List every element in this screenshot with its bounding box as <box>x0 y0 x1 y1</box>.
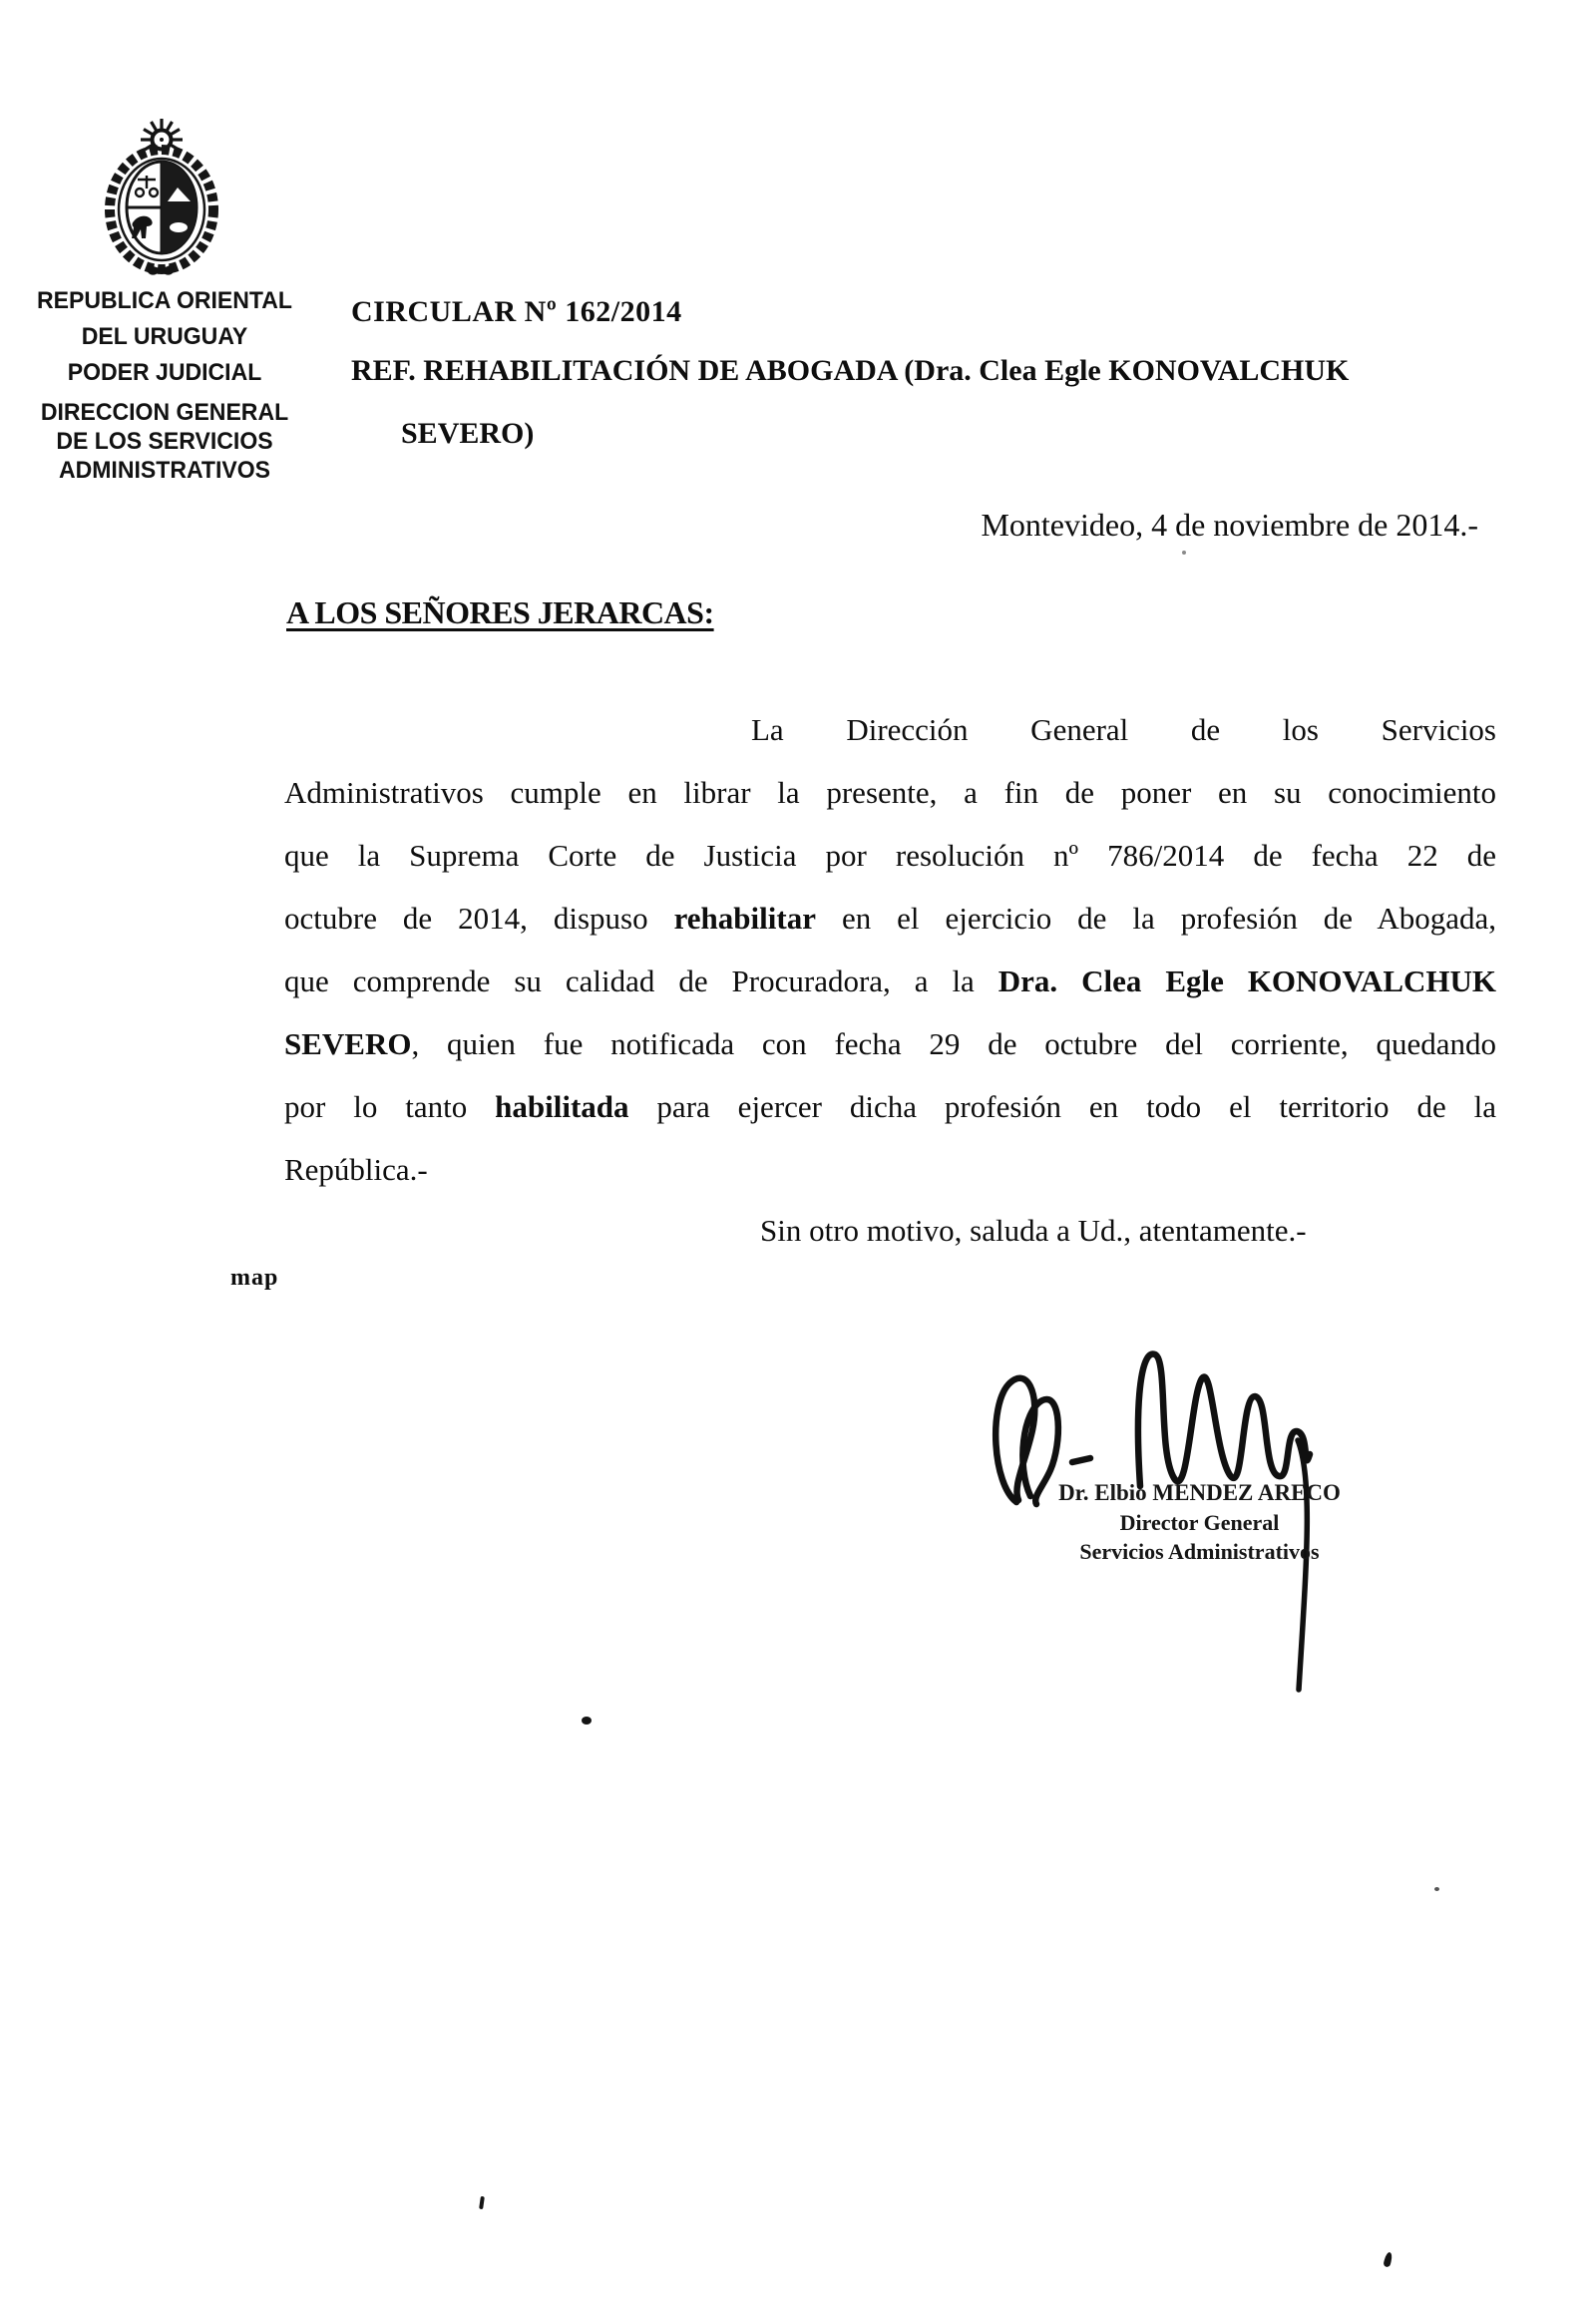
uruguay-coat-of-arms-icon <box>98 116 227 281</box>
body-line: SEVERO, quien fue notificada con fecha 29 de octubre del corriente, quedando <box>284 1026 1496 1061</box>
signer-role: Director General <box>1119 1510 1280 1535</box>
scan-speck <box>582 1717 592 1725</box>
circular-number-title: CIRCULAR Nº 162/2014 <box>351 295 682 328</box>
body-line: por lo tanto habilitada para ejercer dicha profesión en todo el territorio de la <box>284 1089 1496 1124</box>
body-line: La Dirección General de los Servicios <box>751 712 1496 747</box>
letterhead-line: DIRECCION GENERAL <box>40 399 289 426</box>
scan-speck <box>479 2196 485 2209</box>
letterhead-institution <box>7 283 323 391</box>
ox-icon <box>170 222 188 232</box>
scan-speck <box>1182 551 1186 555</box>
body-line: que la Suprema Corte de Justicia por resolución nº 786/2014 de fecha 22 de <box>284 838 1496 873</box>
body-line: octubre de 2014, dispuso rehabilitar en el ejercicio de la profesión de Abogada, <box>284 901 1496 936</box>
letterhead-line: ADMINISTRATIVOS <box>58 457 271 484</box>
signer-name: Dr. Elbio MENDEZ ARECO <box>1058 1480 1341 1505</box>
signer-office: Servicios Administrativos <box>1079 1539 1320 1564</box>
letterhead-line: PODER JUDICIAL <box>67 359 262 386</box>
salutation-heading: A LOS SEÑORES JERARCAS: <box>286 594 714 630</box>
body-line: República.- <box>284 1152 428 1187</box>
reference-subject-line-2: SEVERO) <box>401 417 535 450</box>
body-line: que comprende su calidad de Procuradora, a la Dra. Clea Egle KONOVALCHUK <box>284 963 1496 998</box>
letterhead-office <box>7 398 323 485</box>
letterhead-line: DEL URUGUAY <box>81 323 248 350</box>
scan-speck <box>1383 2251 1393 2267</box>
reference-subject-line-1: REF. REHABILITACIÓN DE ABOGADA (Dra. Clea Egle KONOVALCHUK <box>351 354 1350 387</box>
scan-speck <box>1434 1887 1439 1891</box>
typist-initials: map <box>230 1265 279 1291</box>
body-line: Administrativos cumple en librar la presente, a fin de poner en su conocimiento <box>284 775 1496 810</box>
closing-phrase: Sin otro motivo, saluda a Ud., atentamente.- <box>760 1213 1307 1248</box>
signature-block <box>1027 1478 1372 1566</box>
letterhead-line: DE LOS SERVICIOS <box>56 428 273 455</box>
place-and-date: Montevideo, 4 de noviembre de 2014.- <box>981 507 1478 543</box>
letterhead-line: REPUBLICA ORIENTAL <box>36 287 292 314</box>
